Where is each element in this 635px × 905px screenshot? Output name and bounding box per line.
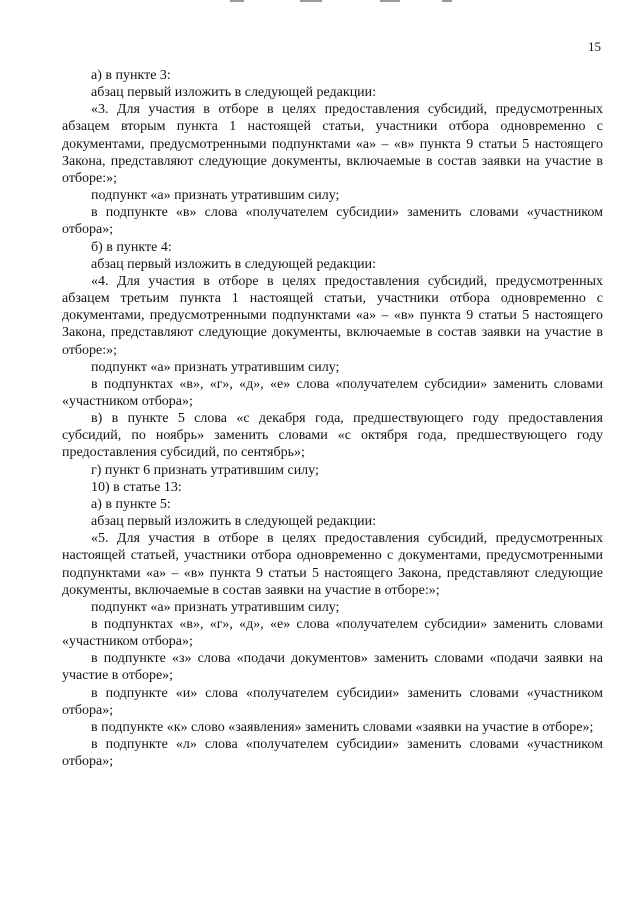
paragraph: в подпункте «в» слова «получателем субсидии» заменить словами «участником отбора»;: [62, 205, 603, 238]
paragraph: а) в пункте 3:: [91, 68, 171, 83]
page-number: 15: [588, 39, 601, 54]
paragraph: б) в пункте 4:: [91, 239, 172, 255]
paragraph: подпункт «а» признать утратившим силу;: [91, 359, 340, 375]
paragraph: в подпункте «з» слова «подачи документов» заменить словами «подачи заявки на участие в отборе»;: [62, 651, 603, 684]
document-body: [62, 67, 603, 770]
paragraph: абзац первый изложить в следующей редакции:: [91, 256, 377, 272]
paragraph: подпункт «а» признать утратившим силу;: [91, 599, 340, 615]
paragraph: в подпункте «к» слово «заявления» заменить словами «заявки на участие в отборе»;: [91, 719, 594, 735]
paragraph: подпункт «а» признать утратившим силу;: [91, 188, 340, 204]
paragraph: а) в пункте 5:: [91, 496, 171, 512]
paragraph: в подпунктах «в», «г», «д», «е» слова «получателем субсидии» заменить словами «участником отбора»;: [62, 376, 603, 409]
paragraph: в подпункте «л» слова «получателем субсидии» заменить словами «участником отбора»;: [62, 737, 603, 770]
scan-artifact-marks: [230, 0, 470, 3]
paragraph: в подпунктах «в», «г», «д», «е» слова «получателем субсидии» заменить словами «участником отбора»;: [62, 617, 603, 650]
paragraph: «3. Для участия в отборе в целях предоставления субсидий, предусмотренных абзацем вторым пункта 1 настоящей статьи, участники отбора одновременно с документами, предусмотренными подпунктами «а» – «в» пункта 9 статьи 5 настоящего Закона, представляют следующие документы, включаемые в состав заявки на участие в отборе:»;: [62, 102, 603, 186]
paragraph: г) пункт 6 признать утратившим силу;: [91, 462, 319, 478]
paragraph: в) в пункте 5 слова «с декабря года, предшествующего году предоставления субсидий, по ноябрь» заменить словами «с октября года, предшествующего году предоставления субсидий, по сентябрь»;: [62, 411, 603, 461]
paragraph: абзац первый изложить в следующей редакции:: [91, 514, 377, 530]
paragraph: «5. Для участия в отборе в целях предоставления субсидий, предусмотренных настоящей статьей, участники отбора одновременно с документами, предусмотренными подпунктами «а» – «в» пункта 9 статьи 5 настоящего Закона, представляют следующие документы, включаемые в состав заявки на участие в отборе:»;: [62, 531, 603, 598]
paragraph: «4. Для участия в отборе в целях предоставления субсидий, предусмотренных абзацем третьим пункта 1 настоящей статьи, участники отбора одновременно с документами, предусмотренными подпунктами «а» – «в» пункта 9 статьи 5 настоящего Закона, представляют следующие документы, включаемые в состав заявки на участие в отборе:»;: [62, 273, 603, 358]
paragraph: абзац первый изложить в следующей редакции:: [91, 85, 377, 101]
paragraph: в подпункте «и» слова «получателем субсидии» заменить словами «участником отбора»;: [62, 685, 603, 718]
paragraph: 10) в статье 13:: [91, 479, 182, 495]
